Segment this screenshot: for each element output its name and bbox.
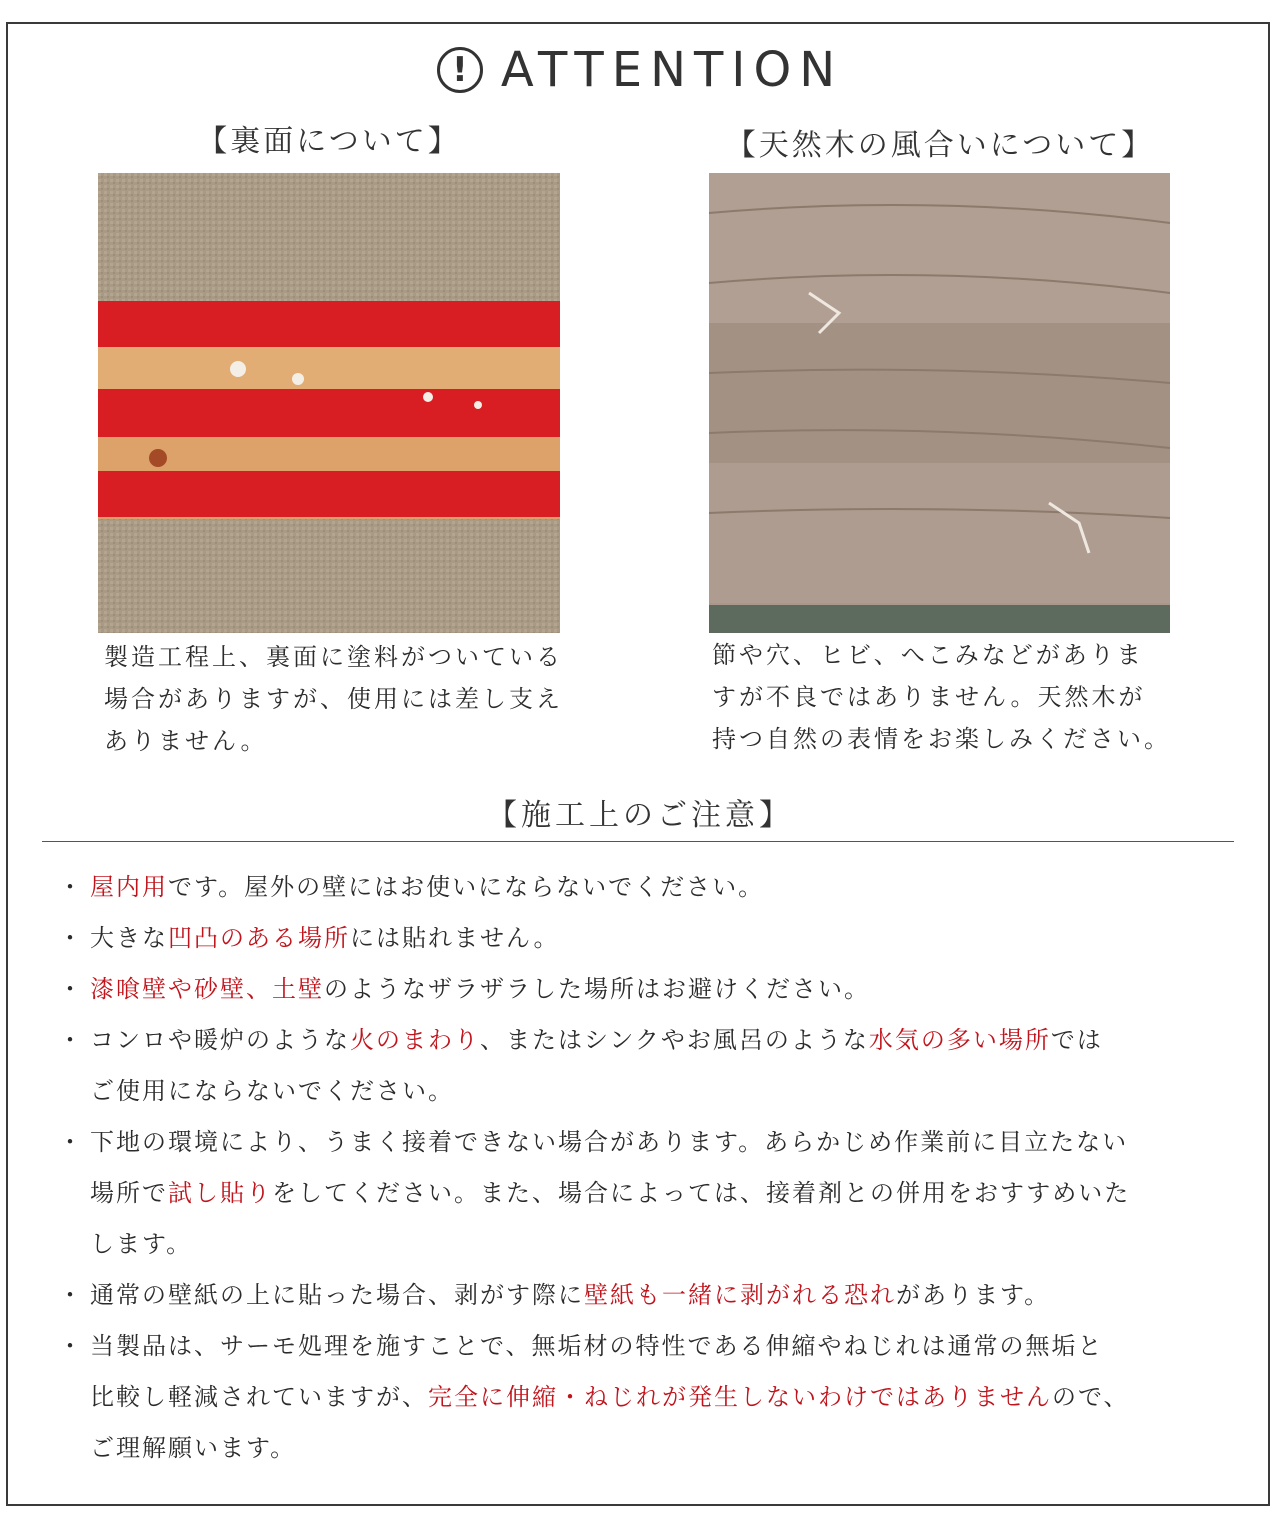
note-text: があります。 bbox=[896, 1281, 1051, 1309]
note-item bbox=[64, 862, 1234, 913]
note-text: のようなザラザラした場所はお避けください。 bbox=[324, 975, 870, 1003]
note-text: では bbox=[1050, 1026, 1103, 1054]
note-text: ご理解願います。 bbox=[90, 1434, 297, 1462]
note-text: には貼れません。 bbox=[350, 924, 560, 952]
caption-line: 節や穴、ヒビ、へこみなどがありま bbox=[712, 641, 1144, 669]
caption-line: すが不良ではありません。天然木が bbox=[712, 683, 1146, 711]
note-line bbox=[90, 964, 1234, 1015]
note-text: 、またはシンクやお風呂のような bbox=[480, 1026, 869, 1054]
note-text: します。 bbox=[90, 1230, 193, 1258]
note-text: 当製品は、サーモ処理を施すことで、無垢材の特性である伸縮やねじれは通常の無垢と bbox=[90, 1332, 1104, 1360]
natural-wood-caption bbox=[712, 634, 1232, 760]
note-text: コンロや暖炉のような bbox=[90, 1026, 350, 1054]
note-text: です。屋外の壁にはお使いにならないでください。 bbox=[168, 873, 765, 901]
note-line bbox=[90, 862, 1234, 913]
highlighted-text: 屋内用 bbox=[90, 873, 168, 901]
note-line bbox=[90, 1321, 1234, 1372]
highlighted-text: 凹凸のある場所 bbox=[168, 924, 350, 952]
page-title: ATTENTION bbox=[500, 42, 844, 98]
note-text: ので、 bbox=[1052, 1383, 1130, 1411]
highlighted-text: 試し貼り bbox=[168, 1179, 272, 1207]
divider bbox=[42, 841, 1234, 842]
note-item bbox=[64, 1321, 1234, 1474]
caption-line: ありません。 bbox=[104, 727, 268, 755]
note-line bbox=[90, 1423, 1234, 1474]
note-item bbox=[64, 1270, 1234, 1321]
note-text: 通常の壁紙の上に貼った場合、剥がす際に bbox=[90, 1281, 584, 1309]
note-text: をしてください。また、場合によっては、接着剤との併用をおすすめいた bbox=[272, 1179, 1131, 1207]
attention-header bbox=[0, 40, 1280, 100]
exclamation-circle-icon: ! bbox=[437, 47, 483, 93]
note-line bbox=[90, 1015, 1234, 1066]
note-line bbox=[90, 1372, 1234, 1423]
caption-line: 場合がありますが、使用には差し支え bbox=[104, 685, 563, 713]
note-item bbox=[64, 1117, 1234, 1270]
note-text: 比較し軽減されていますが、 bbox=[90, 1383, 428, 1411]
highlighted-text: 水気の多い場所 bbox=[868, 1026, 1051, 1054]
note-line bbox=[90, 1219, 1234, 1270]
note-line bbox=[90, 913, 1234, 964]
note-line bbox=[90, 1066, 1234, 1117]
caption-line: 持つ自然の表情をお楽しみください。 bbox=[712, 725, 1171, 753]
installation-notes-list bbox=[64, 862, 1234, 1474]
natural-wood-heading: 【天然木の風合いについて】 bbox=[725, 128, 1155, 163]
back-side-caption bbox=[104, 636, 584, 762]
back-side-heading: 【裏面について】 bbox=[197, 124, 461, 159]
back-side-photo bbox=[98, 173, 560, 633]
note-text: 大きな bbox=[90, 924, 168, 952]
highlighted-text: 壁紙も一緒に剥がれる恐れ bbox=[584, 1281, 896, 1309]
highlighted-text: 火のまわり bbox=[350, 1026, 480, 1054]
natural-wood-photo bbox=[709, 173, 1170, 633]
note-line bbox=[90, 1270, 1234, 1321]
highlighted-text: 完全に伸縮・ねじれが発生しないわけではありません bbox=[428, 1383, 1052, 1411]
note-text: 下地の環境により、うまく接着できない場合があります。あらかじめ作業前に目立たない bbox=[90, 1128, 1129, 1156]
note-text: ご使用にならないでください。 bbox=[90, 1077, 454, 1105]
note-text: 場所で bbox=[90, 1179, 168, 1207]
note-item bbox=[64, 964, 1234, 1015]
note-line bbox=[90, 1168, 1234, 1219]
highlighted-text: 漆喰壁や砂壁、土壁 bbox=[90, 975, 324, 1003]
installation-notes-heading: 【施工上のご注意】 bbox=[487, 798, 793, 833]
note-line bbox=[90, 1117, 1234, 1168]
note-item bbox=[64, 1015, 1234, 1117]
note-item bbox=[64, 913, 1234, 964]
caption-line: 製造工程上、裏面に塗料がついている bbox=[104, 643, 563, 671]
